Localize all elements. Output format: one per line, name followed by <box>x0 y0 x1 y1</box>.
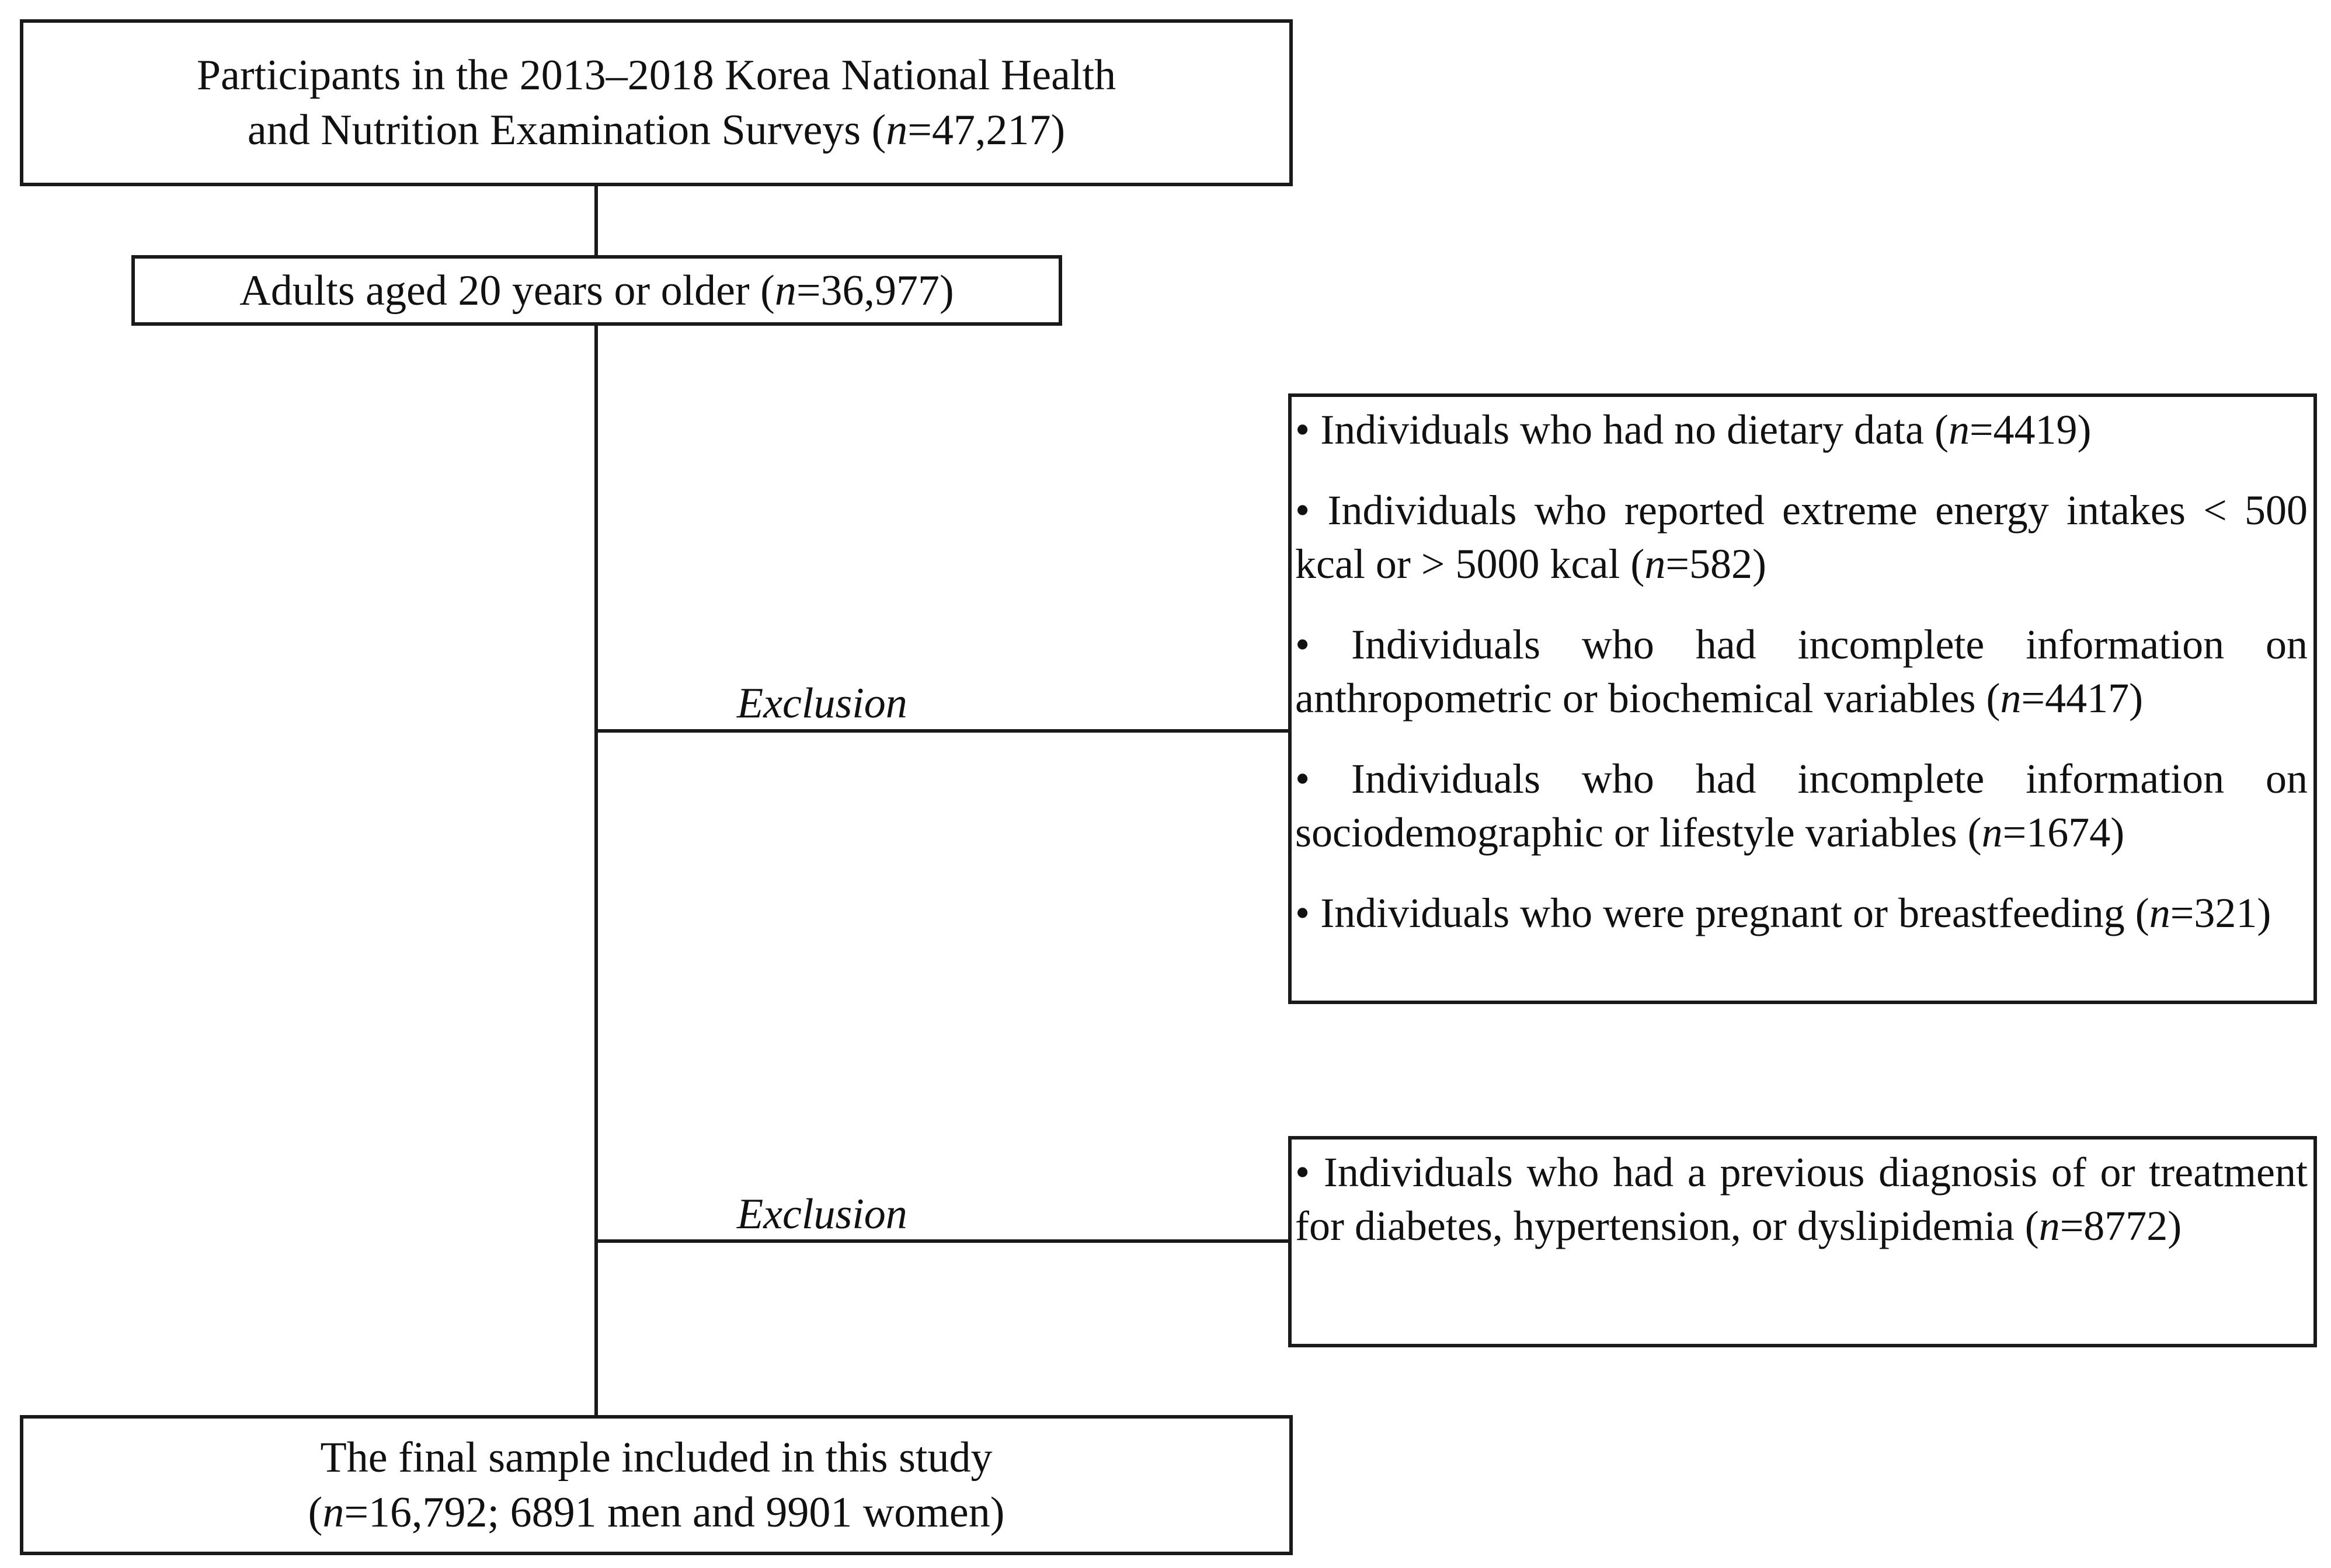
exclusion-criteria-box-2 <box>1288 1136 2317 1347</box>
final-line-2: (n=16,792; 6891 men and 9901 women) <box>308 1489 1005 1536</box>
final-sample-box <box>20 1415 1293 1555</box>
exclusion-item-pregnant: • Individuals who were pregnant or breastfeeding (n=321) <box>1295 890 2271 936</box>
exclusion-criteria-box-1 <box>1288 393 2317 1004</box>
adults-box <box>131 255 1062 326</box>
exclusion-item-no-dietary-data: • Individuals who had no dietary data (n=4419) <box>1295 406 2092 453</box>
participants-line-2: and Nutrition Examination Surveys (n=47,217) <box>247 106 1066 154</box>
participants-line-1: Participants in the 2013–2018 Korea National Health <box>196 51 1116 99</box>
participants-box <box>20 19 1293 186</box>
exclusion-item-anthropometric: • Individuals who had incomplete information on anthropometric or biochemical variables (n=4417) <box>1295 621 2308 722</box>
exclusion-item-sociodemographic: • Individuals who had incomplete information on sociodemographic or lifestyle variables (n=1674) <box>1295 755 2308 856</box>
exclusion-label-1: Exclusion <box>737 680 907 727</box>
exclusion-2-branch-line <box>594 1239 1290 1243</box>
adults-text: Adults aged 20 years or older (n=36,977) <box>239 266 954 315</box>
exclusion-1-branch-line <box>594 729 1290 733</box>
final-line-1: The final sample included in this study <box>320 1434 993 1482</box>
exclusion-item-extreme-energy: • Individuals who reported extreme energy intakes < 500 kcal or > 5000 kcal (n=582) <box>1295 487 2308 587</box>
main-vertical-line <box>594 185 598 1418</box>
exclusion-label-2: Exclusion <box>737 1190 907 1238</box>
exclusion-item-previous-diagnosis: • Individuals who had a previous diagnosis of or treatment for diabetes, hypertension, or dyslipidemia (n=8772) <box>1295 1149 2308 1249</box>
